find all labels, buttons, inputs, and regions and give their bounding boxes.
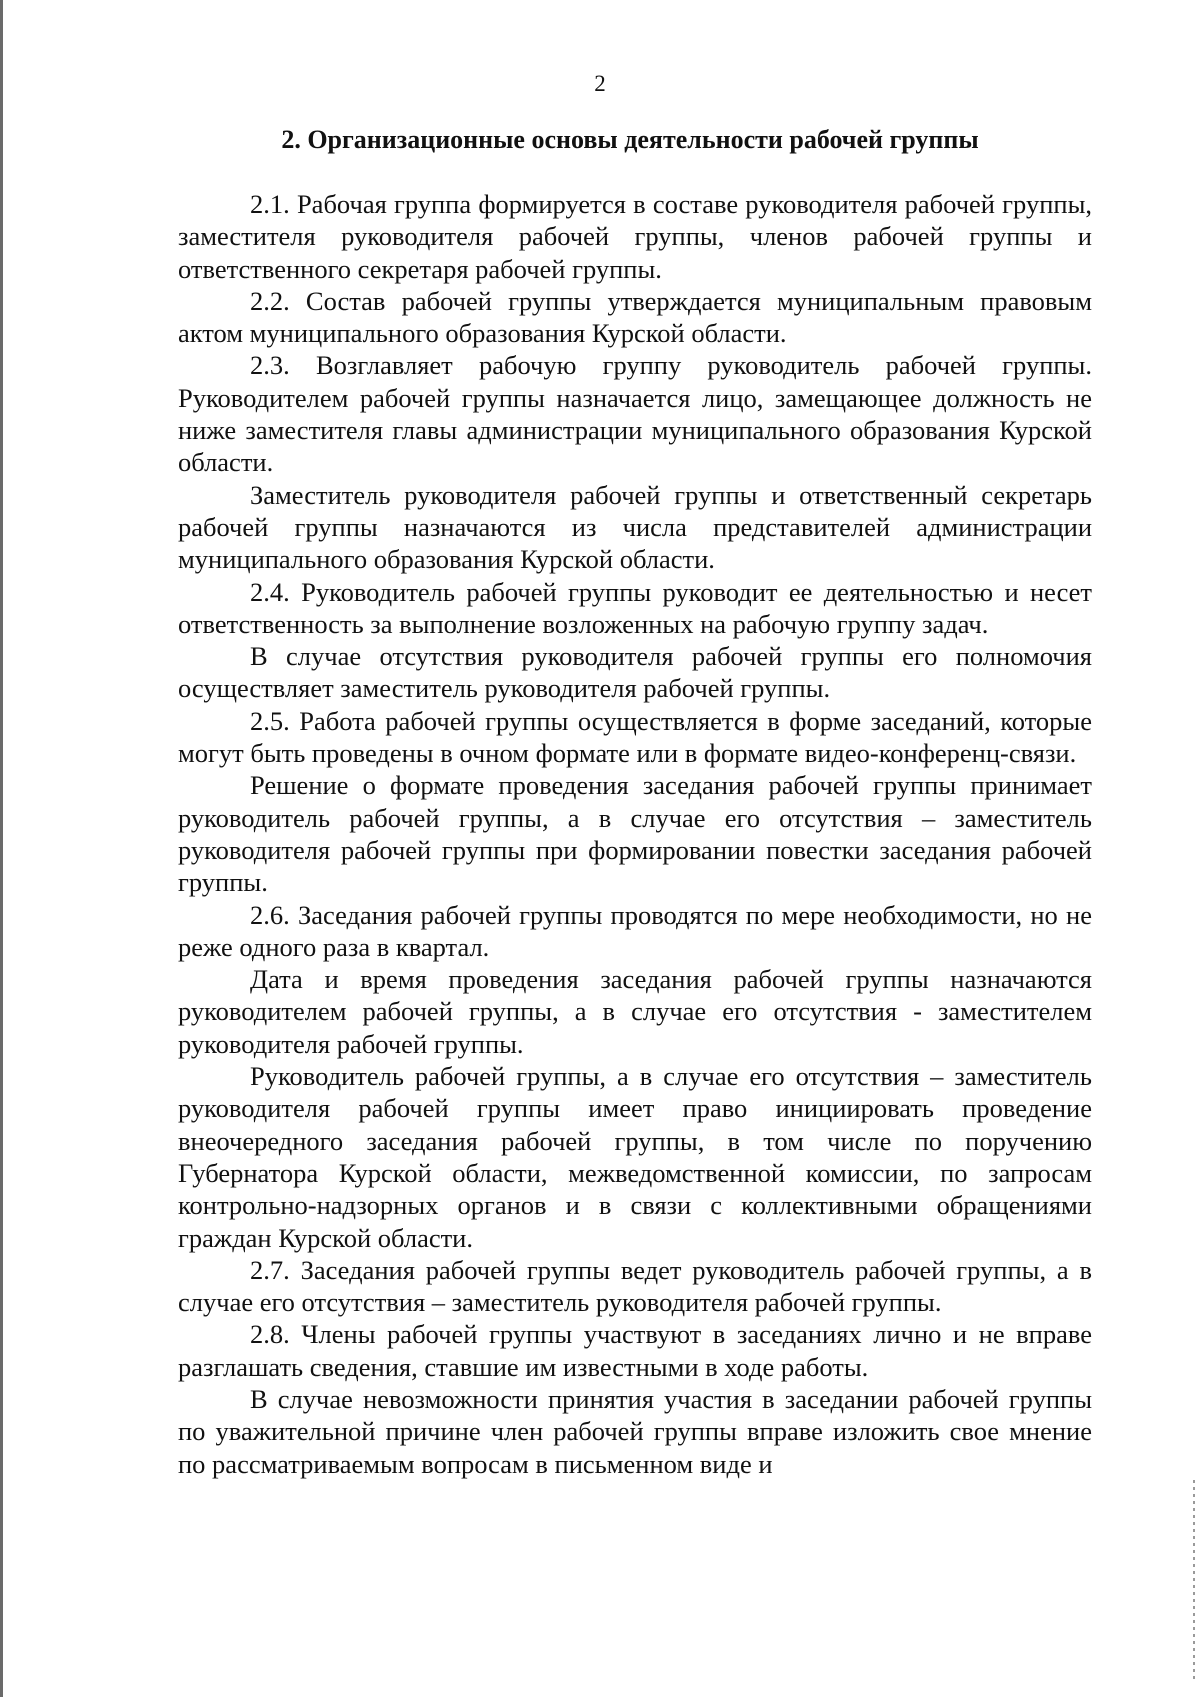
paragraph-2-3: 2.3. Возглавляет рабочую группу руководитель рабочей группы. Руководителем рабочей группы назначается лицо, замещающее должность не ниже заместителя главы администрации муниципального образования Курской области.: [178, 350, 1092, 478]
paragraph-2-6: 2.6. Заседания рабочей группы проводятся по мере необходимости, но не реже одного раза в квартал.: [178, 899, 1092, 962]
section-title: 2. Организационные основы деятельности рабочей группы: [281, 125, 979, 154]
paragraph-2-2: 2.2. Состав рабочей группы утверждается муниципальным правовым актом муниципального образования Курской области.: [178, 285, 1092, 349]
scan-edge-right: [1193, 1480, 1195, 1680]
paragraph-2-1: 2.1. Рабочая группа формируется в составе руководителя рабочей группы, заместителя руководителя рабочей группы, членов рабочей группы и ответственного секретаря рабочей группы.: [178, 189, 1092, 284]
page-number: 2: [594, 71, 606, 96]
paragraph-2-6-extraordinary: Руководитель рабочей группы, а в случае его отсутствия – заместитель руководителя рабочей группы имеет право инициировать проведение внеочередного заседания рабочей группы, в том числе по поручению Губернатора Курской области, межведомственной комиссии, по запросам контрольно-надзорных органов и в связи с коллективными обращениями граждан Курской области.: [178, 1061, 1092, 1253]
scan-edge-left: [0, 0, 3, 1697]
paragraph-2-8-absence: В случае невозможности принятия участия в заседании рабочей группы по уважительной причине член рабочей группы вправе изложить свое мнение по рассматриваемым вопросам в письменном виде и: [178, 1383, 1092, 1479]
paragraph-2-8: 2.8. Члены рабочей группы участвуют в заседаниях лично и не вправе разглашать сведения, ставшие им известными в ходе работы.: [178, 1319, 1092, 1382]
paragraph-2-3-deputy: Заместитель руководителя рабочей группы и ответственный секретарь рабочей группы назначаются из числа представителей администрации муниципального образования Курской области.: [178, 479, 1092, 575]
paragraph-2-4-absence: В случае отсутствия руководителя рабочей группы его полномочия осуществляет заместитель руководителя рабочей группы.: [178, 641, 1092, 704]
paragraph-2-6-date: Дата и время проведения заседания рабочей группы назначаются руководителем рабочей группы, а в случае его отсутствия - заместителем руководителя рабочей группы.: [178, 964, 1092, 1059]
paragraph-2-4: 2.4. Руководитель рабочей группы руководит ее деятельностью и несет ответственность за выполнение возложенных на рабочую группу задач.: [178, 576, 1092, 639]
paragraph-2-5-format: Решение о формате проведения заседания рабочей группы принимает руководитель рабочей группы, а в случае его отсутствия – заместитель руководителя рабочей группы при формировании повестки заседания рабочей группы.: [178, 770, 1092, 898]
document-body: [178, 188, 1092, 1480]
paragraph-2-5: 2.5. Работа рабочей группы осуществляется в форме заседаний, которые могут быть проведены в очном формате или в формате видео-конференц-связи.: [178, 705, 1092, 769]
paragraph-2-7: 2.7. Заседания рабочей группы ведет руководитель рабочей группы, а в случае его отсутствия – заместитель руководителя рабочей группы.: [178, 1254, 1092, 1318]
